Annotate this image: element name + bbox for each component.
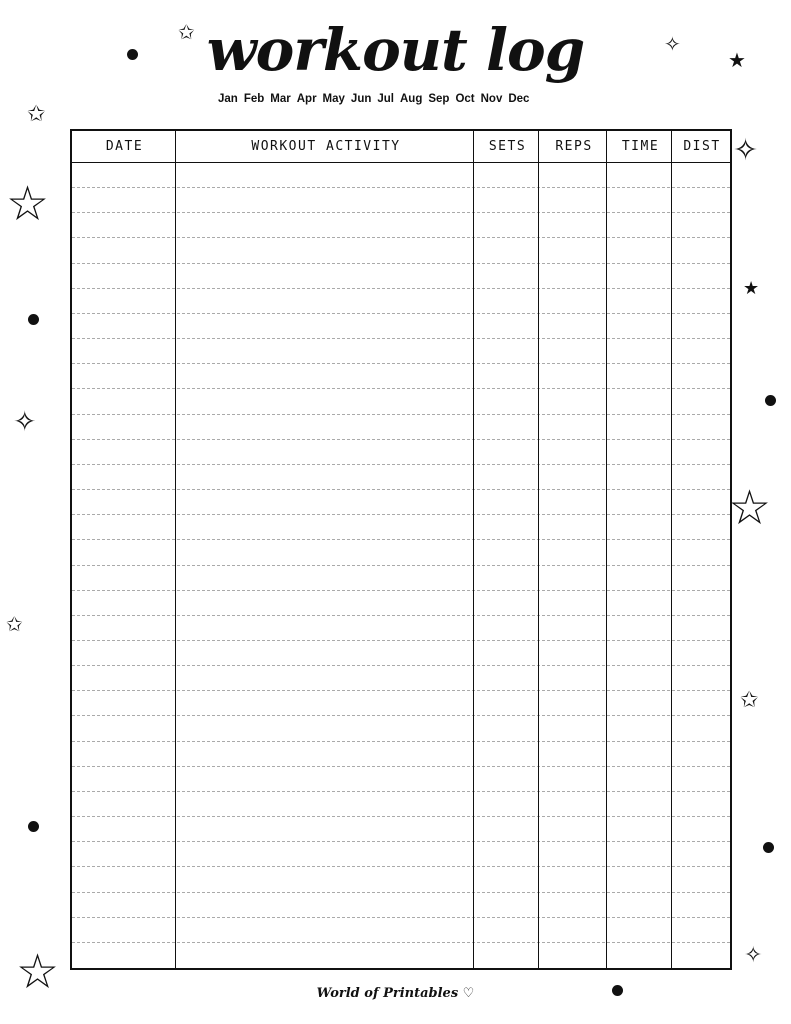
table-row[interactable] — [72, 465, 730, 490]
table-header — [72, 131, 730, 163]
column-divider — [671, 131, 672, 968]
month-feb[interactable]: Feb — [243, 93, 265, 105]
table-row[interactable] — [72, 742, 730, 767]
table-row[interactable] — [72, 213, 730, 238]
star-icon: ☆ — [6, 176, 50, 232]
month-jan[interactable]: Jan — [218, 93, 238, 105]
column-divider — [175, 131, 176, 968]
table-row[interactable] — [72, 842, 730, 867]
dot-icon — [765, 395, 776, 406]
month-nov[interactable]: Nov — [480, 93, 503, 105]
month-sep[interactable]: Sep — [428, 93, 450, 105]
table-row[interactable] — [72, 264, 730, 289]
workout-log-table — [70, 129, 732, 970]
star-icon: ✩ — [740, 688, 759, 713]
star-icon: ★ — [743, 278, 760, 299]
table-row[interactable] — [72, 364, 730, 389]
dot-icon — [28, 821, 39, 832]
table-row[interactable] — [72, 817, 730, 842]
table-row[interactable] — [72, 339, 730, 364]
column-header-dist: DIST — [683, 139, 721, 154]
table-row[interactable] — [72, 188, 730, 213]
star-icon: ☆ — [728, 480, 772, 536]
column-divider — [606, 131, 607, 968]
month-jul[interactable]: Jul — [377, 93, 394, 105]
table-row[interactable] — [72, 415, 730, 440]
month-aug[interactable]: Aug — [400, 93, 423, 105]
month-apr[interactable]: Apr — [296, 93, 317, 105]
table-row[interactable] — [72, 918, 730, 943]
column-divider — [538, 131, 539, 968]
table-row[interactable] — [72, 591, 730, 616]
sparkle-icon: ✧ — [733, 133, 759, 168]
column-header-sets: SETS — [488, 139, 527, 154]
page-title: workout log — [206, 16, 585, 84]
dot-icon — [763, 842, 774, 853]
star-icon: ★ — [728, 48, 746, 72]
table-row[interactable] — [72, 163, 730, 188]
table-row[interactable] — [72, 616, 730, 641]
table-row[interactable] — [72, 691, 730, 716]
table-row[interactable] — [72, 792, 730, 817]
dot-icon — [28, 314, 39, 325]
column-header-date: DATE — [105, 139, 144, 154]
sparkle-icon: ✧ — [13, 405, 37, 438]
month-jun[interactable]: Jun — [350, 93, 372, 105]
table-row[interactable] — [72, 389, 730, 414]
star-icon: ☆ — [16, 944, 60, 1000]
heart-icon: ♡ — [462, 986, 475, 1001]
brand-name: World of Printables — [316, 986, 459, 1001]
month-selector — [218, 93, 529, 105]
column-divider — [473, 131, 474, 968]
table-row[interactable] — [72, 238, 730, 263]
table-row[interactable] — [72, 490, 730, 515]
table-row[interactable] — [72, 867, 730, 892]
sparkle-icon: ✧ — [744, 943, 763, 968]
sparkle-icon: ✧ — [664, 32, 681, 56]
table-row[interactable] — [72, 440, 730, 465]
dot-icon — [127, 49, 138, 60]
table-row[interactable] — [72, 943, 730, 968]
column-header-time: TIME — [621, 139, 660, 154]
star-icon: ✩ — [6, 612, 23, 636]
month-may[interactable]: May — [322, 93, 345, 105]
star-icon: ✩ — [178, 20, 195, 44]
table-row[interactable] — [72, 515, 730, 540]
table-row[interactable] — [72, 716, 730, 741]
table-row[interactable] — [72, 641, 730, 666]
month-mar[interactable]: Mar — [270, 93, 291, 105]
month-oct[interactable]: Oct — [455, 93, 475, 105]
table-row[interactable] — [72, 540, 730, 565]
table-row[interactable] — [72, 289, 730, 314]
month-dec[interactable]: Dec — [508, 93, 530, 105]
column-header-workout-activity: WORKOUT ACTIVITY — [251, 139, 401, 154]
table-row[interactable] — [72, 666, 730, 691]
table-row[interactable] — [72, 566, 730, 591]
table-row[interactable] — [72, 893, 730, 918]
table-row[interactable] — [72, 767, 730, 792]
star-icon: ✩ — [27, 102, 46, 127]
column-header-reps: REPS — [555, 139, 593, 154]
table-row[interactable] — [72, 314, 730, 339]
footer-brand — [0, 986, 791, 1001]
table-body — [72, 163, 730, 968]
